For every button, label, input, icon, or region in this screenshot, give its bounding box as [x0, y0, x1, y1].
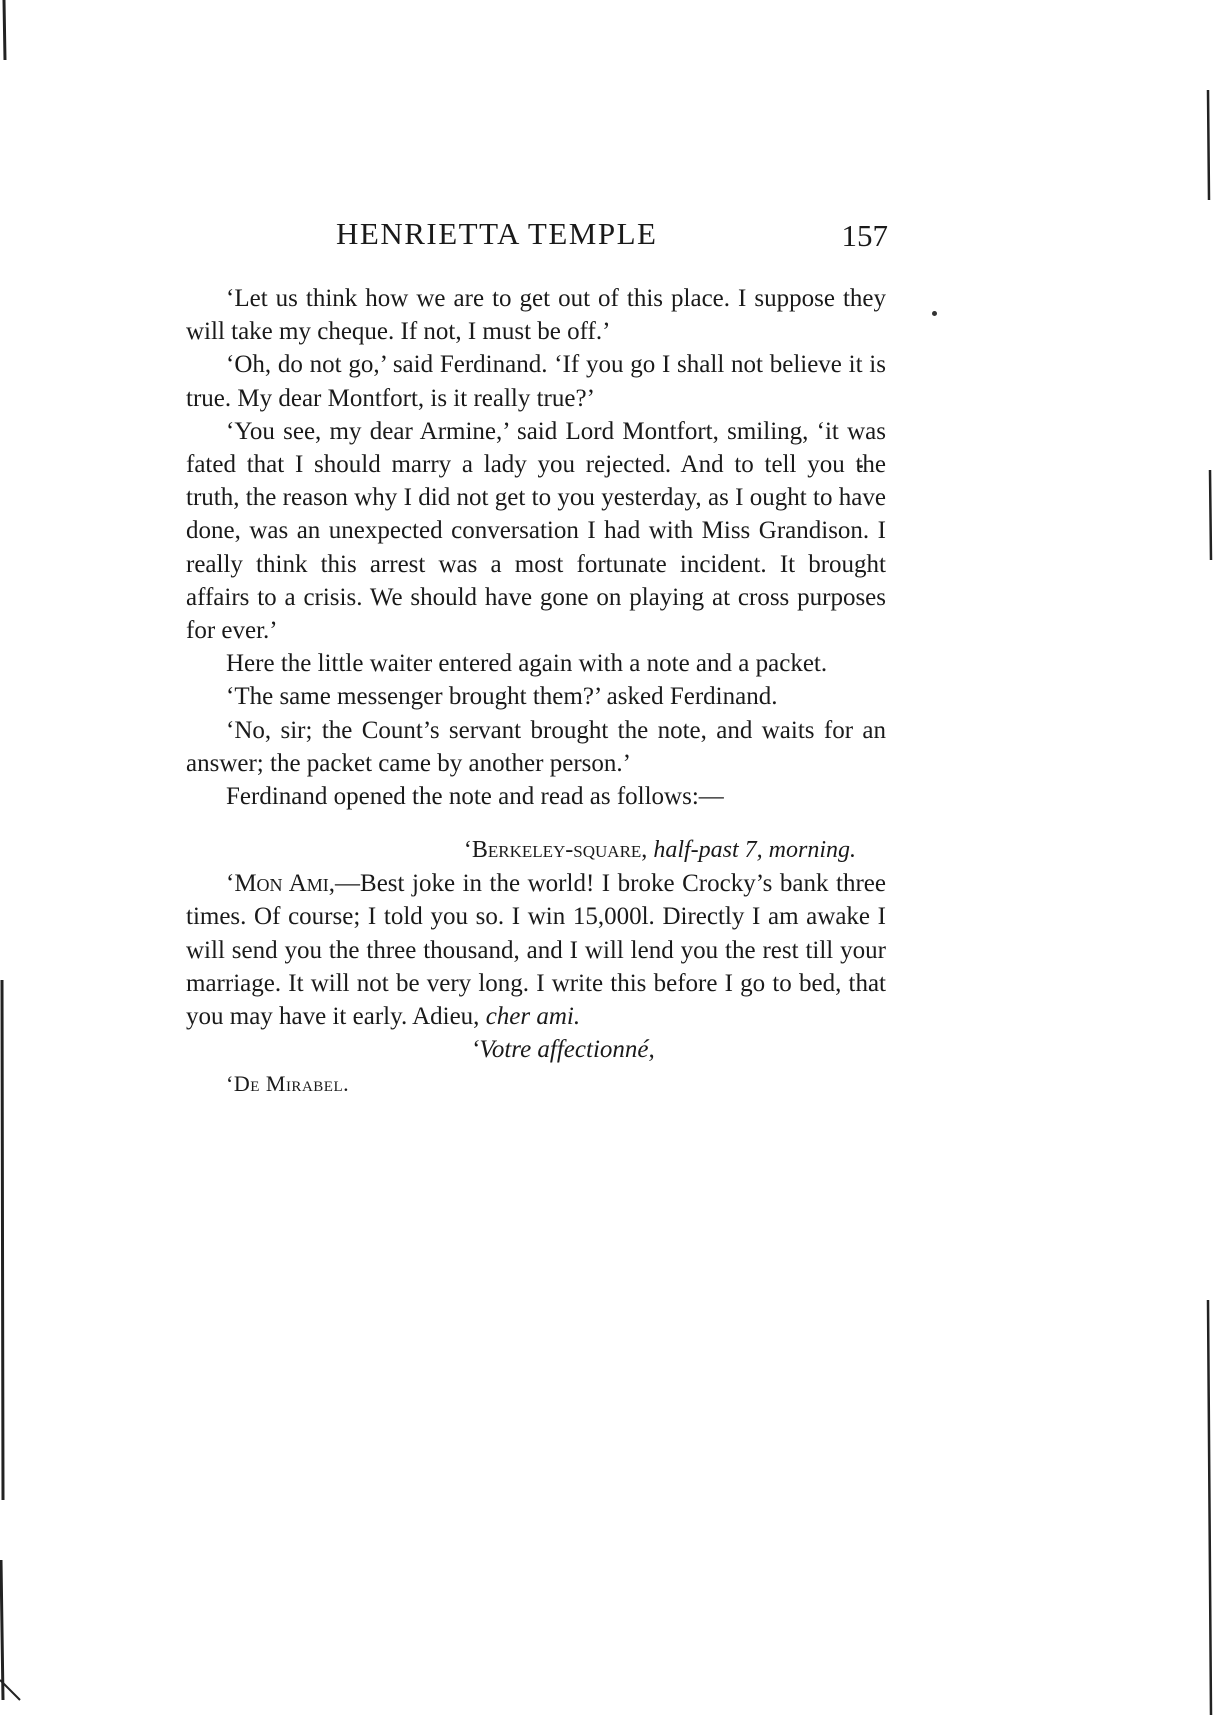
letter-place: ‘Berkeley-square,: [463, 837, 648, 864]
ink-speck: [932, 311, 937, 316]
paragraph: ‘Oh, do not go,’ said Ferdinand. ‘If you go I shall not believe it is true. My dear Montfort, is it really true?’: [186, 351, 886, 412]
letter-time: half-past 7, morning.: [653, 837, 856, 864]
paragraph: ‘The same messenger brought them?’ asked Ferdinand.: [226, 683, 778, 711]
letter-signature: ‘De Mirabel.: [226, 1071, 350, 1097]
paragraph: Here the little waiter entered again with a note and a packet.: [226, 650, 828, 678]
letter-closing: ‘Votre affectionné,: [471, 1036, 655, 1064]
page-edge-right: [1194, 0, 1216, 1715]
page-header: [188, 212, 888, 256]
page-number: 157: [841, 218, 888, 253]
letter-heading: [186, 833, 886, 867]
running-title: HENRIETTA TEMPLE: [336, 216, 658, 251]
paragraph-text: ‘You see, my dear Armine,’ said Lord Montfort, smiling, ‘it was fated that I should marry a lady you rejected. And to tell you the truth, the reason why I did not get to you yesterday, as I ought to have done, was an unexpected conversation I had with Miss Grandison. I really think this arrest was a most fortunate incident. It brought affairs to a crisis. We should have gone on playing at cross purposes for ever.’: [186, 417, 886, 645]
letter-salutation: ‘Mon Ami,: [226, 870, 336, 898]
letter-text: —Best joke in the world! I broke Crocky’s bank three times. Of course; I told you so. I win 15,000l. Directly I am awake I will send you the three thousand, and I will lend you the rest till your marriage. It will not be very long. I write this before I go to bed, that you may have it early. Adieu,: [186, 870, 886, 1031]
paragraph: [186, 415, 886, 647]
page-edge-left: [0, 0, 24, 1715]
paragraph: ‘Let us think how we are to get out of this place. I suppose they will take my cheque. If not, I must be off.’: [186, 285, 886, 346]
letter-body: [186, 867, 886, 1033]
paragraph: ‘No, sir; the Count’s servant brought the note, and waits for an answer; the packet came by another person.’: [186, 716, 886, 777]
paragraph: Ferdinand opened the note and read as follows:—: [226, 783, 724, 811]
letter-text-italic: cher ami.: [485, 1003, 581, 1031]
body-text: [186, 282, 886, 1101]
